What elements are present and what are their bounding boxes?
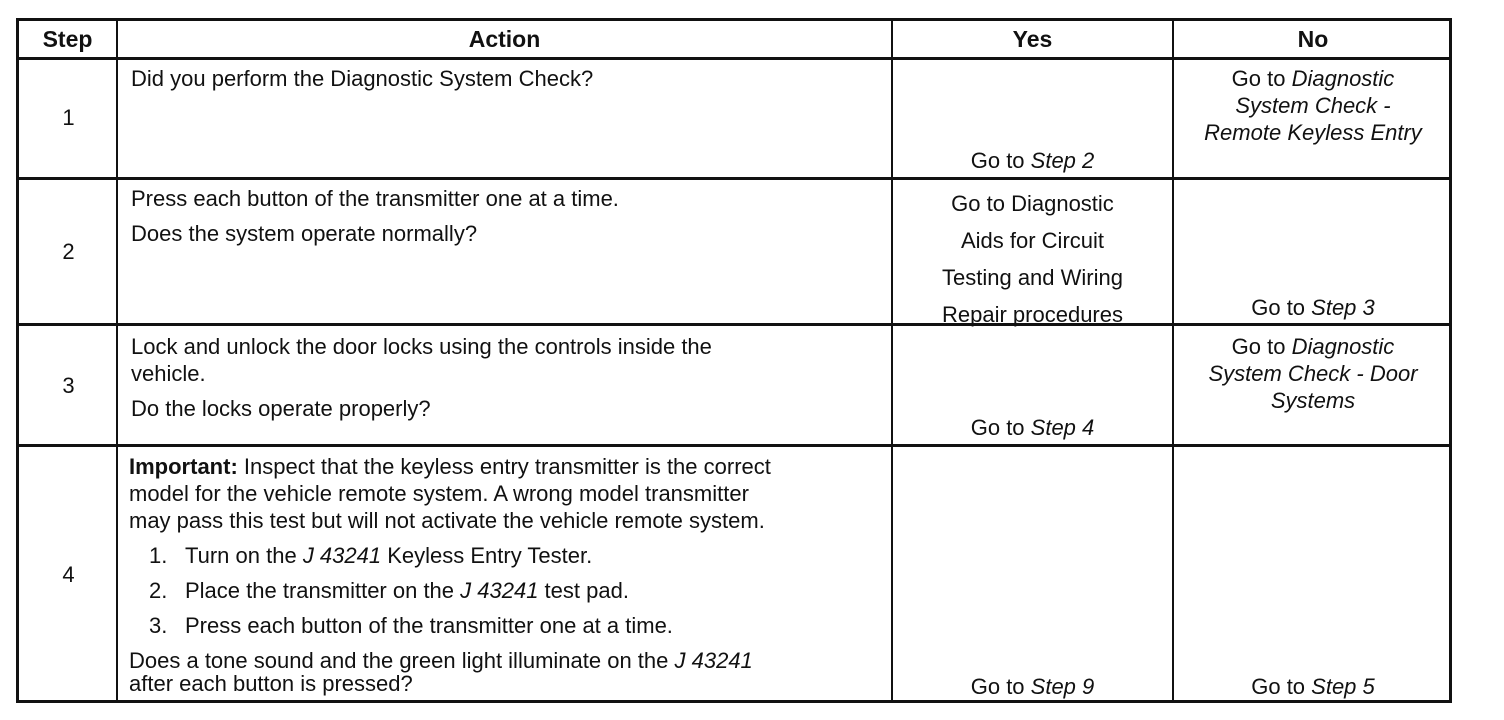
diagnostic-link-line3[interactable]: Remote Keyless Entry: [1204, 120, 1422, 145]
yes-prefix: Go to: [970, 415, 1031, 440]
step-link[interactable]: Step 5: [1311, 674, 1375, 699]
step-link[interactable]: Step 4: [1030, 415, 1095, 440]
no-prefix: Go to: [1231, 334, 1292, 359]
no-prefix: Go to: [1231, 66, 1292, 91]
final-question-line2: after each button is pressed?: [129, 671, 413, 696]
important-text-line1: Inspect that the keyless entry transmitter is the correct: [237, 454, 771, 479]
tool-reference: J 43241: [302, 543, 382, 568]
no-prefix: Go to: [1251, 674, 1312, 699]
yes-line-3: Testing and Wiring: [942, 265, 1123, 290]
action-instruction-line2: vehicle.: [131, 361, 206, 386]
yes-line-4: Repair procedures: [942, 302, 1123, 327]
yes-row-4: [893, 673, 1172, 700]
item-text: Press each button of the transmitter one at a time.: [185, 613, 673, 638]
header-step: Step: [42, 26, 93, 52]
no-row-2: [1174, 294, 1452, 321]
step-link[interactable]: Step 2: [1030, 148, 1095, 173]
list-item: [149, 577, 771, 604]
step-number-2: 2: [62, 239, 75, 264]
row-divider-2: [19, 323, 1449, 326]
step-link[interactable]: Step 9: [1030, 674, 1095, 699]
no-row-4: [1174, 673, 1452, 700]
diagnostic-link[interactable]: Diagnostic: [1291, 334, 1395, 359]
no-row-1: [1174, 65, 1452, 146]
tool-reference: J 43241: [460, 578, 539, 603]
header-action: Action: [468, 26, 541, 52]
list-number: 2.: [149, 578, 168, 603]
item-text-end: test pad.: [538, 578, 629, 603]
action-instruction: Press each button of the transmitter one at a time.: [131, 186, 619, 211]
diagnostic-link-line3[interactable]: Systems: [1270, 388, 1356, 413]
item-text: Turn on the: [185, 543, 303, 568]
diagnostic-link-line2[interactable]: System Check -: [1235, 93, 1391, 118]
important-text-line2: model for the vehicle remote system. A wrong model transmitter: [129, 481, 749, 506]
tool-reference: J 43241: [674, 648, 753, 673]
step-number-3: 3: [62, 373, 75, 398]
yes-prefix: Go to: [970, 674, 1031, 699]
action-question: Did you perform the Diagnostic System Check?: [131, 66, 594, 91]
action-question: Does the system operate normally?: [131, 221, 478, 246]
important-text-line3: may pass this test but will not activate the vehicle remote system.: [129, 508, 765, 533]
procedure-list: [129, 542, 771, 639]
action-row-3: [131, 333, 712, 422]
action-instruction-line1: Lock and unlock the door locks using the controls inside the: [131, 334, 712, 359]
header-yes: Yes: [1012, 26, 1053, 52]
final-question-line1: Does a tone sound and the green light illuminate on the: [129, 648, 675, 673]
diagnostic-link-line2[interactable]: System Check - Door: [1208, 361, 1418, 386]
action-question: Do the locks operate properly?: [131, 396, 431, 421]
action-row-2: [131, 185, 619, 247]
item-text: Place the transmitter on the: [185, 578, 461, 603]
no-row-3: [1174, 333, 1452, 414]
yes-line-1: Go to Diagnostic: [951, 191, 1114, 216]
action-row-4: [129, 453, 771, 694]
important-label: Important:: [129, 454, 238, 479]
yes-prefix: Go to: [970, 148, 1031, 173]
list-number: 1.: [149, 543, 168, 568]
yes-row-3: [893, 414, 1172, 441]
header-no: No: [1297, 26, 1329, 52]
row-divider-1: [19, 177, 1449, 180]
col-divider-action: [891, 21, 893, 700]
no-prefix: Go to: [1251, 295, 1312, 320]
diagnostic-table: [16, 18, 1452, 703]
step-number-4: 4: [62, 562, 75, 587]
action-row-1: [131, 65, 593, 92]
step-number-1: 1: [62, 105, 75, 130]
item-text-end: Keyless Entry Tester.: [381, 543, 593, 568]
list-number: 3.: [149, 613, 168, 638]
yes-row-2: [893, 185, 1172, 333]
yes-row-1: [893, 147, 1172, 174]
list-item: [149, 542, 771, 569]
row-divider-3: [19, 444, 1449, 447]
step-link[interactable]: Step 3: [1311, 295, 1375, 320]
yes-line-2: Aids for Circuit: [960, 228, 1105, 253]
diagnostic-link[interactable]: Diagnostic: [1291, 66, 1395, 91]
list-item: [149, 612, 771, 639]
